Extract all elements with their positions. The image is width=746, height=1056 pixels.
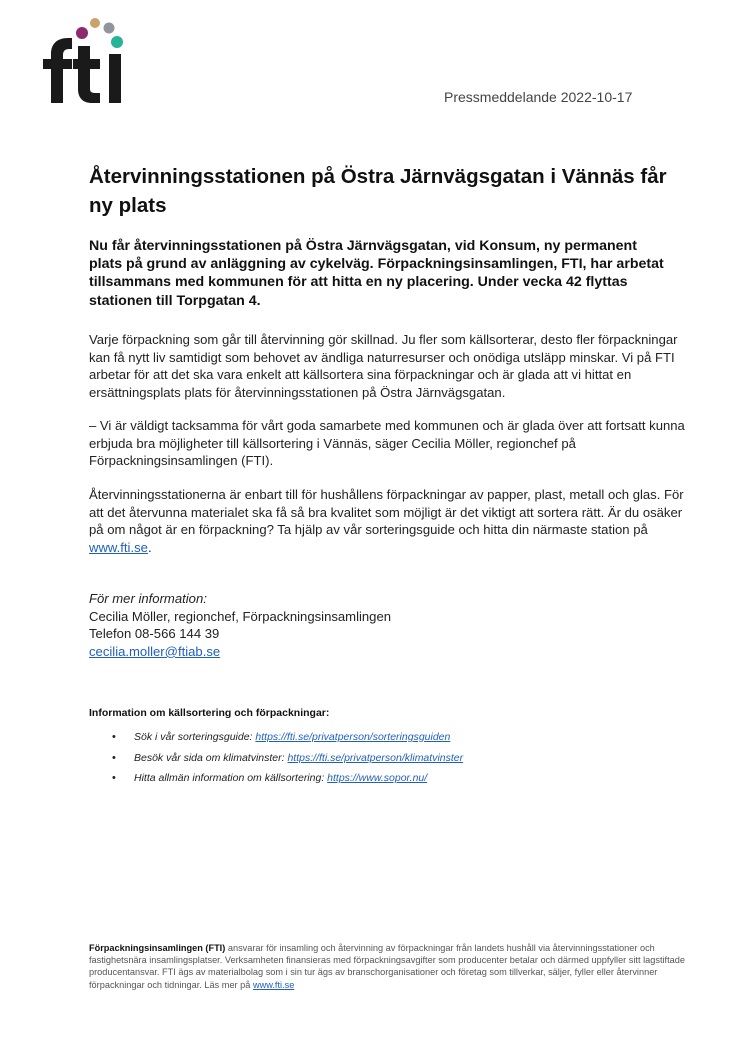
info-heading: Information om källsortering och förpackningar:: [89, 707, 330, 719]
info-list-item: [112, 727, 463, 748]
logo-dots: [76, 18, 123, 48]
info-list-item: [112, 748, 463, 769]
body-paragraph-2: – Vi är väldigt tacksamma för vårt goda samarbete med kommunen och är glada över att fortsatt kunna erbjuda bra möjligheter till källsortering i Vännäs, säger Cecilia Möller, regionchef på Förpackningsinsamlingen (FTI).: [89, 418, 685, 469]
sopor-link[interactable]: https://www.sopor.nu/: [327, 772, 428, 784]
sorteringsguide-link[interactable]: https://fti.se/privatperson/sorteringsguiden: [255, 731, 451, 743]
info-list: [112, 727, 463, 789]
klimatvinster-link[interactable]: https://fti.se/privatperson/klimatvinster: [287, 751, 464, 764]
footer-text: ansvarar för insamling och återvinning av förpackningar från landets hushåll via återvinningsstationer och fastighetsnära insamlingsplatser. Verksamheten finansieras med förpackningsavgifter som producenter betalar och därmed uppfyller sitt lagstiftade producentansvar. FTI ägs av materialbolag som i sin tur ägs av branschorganisationer och företag som tillverkar, säljer, fyller eller återvinner förpackningar och tidningar. Läs mer på: [89, 943, 685, 990]
body-paragraph-3-end: .: [147, 539, 152, 555]
footer-org-name: Förpackningsinsamlingen (FTI): [89, 943, 226, 953]
body-paragraph-3: [89, 486, 689, 556]
fti-logo-graphic: [42, 16, 132, 106]
logo-dot-purple: [76, 27, 88, 39]
contact-name: Cecilia Möller, regionchef, Förpackningsinsamlingen: [89, 608, 392, 624]
logo-dot-grey: [104, 23, 115, 34]
body-paragraph-1: Varje förpackning som går till återvinning gör skillnad. Ju fler som källsorterar, desto fler förpackningar kan få nytt liv samtidigt som behovet av ändliga naturresurser och onödiga utsläpp minskar. Vi på FTI arbetar för att det ska vara enkelt att källsortera sina förpackningar och är glada att vi hittat en ersättningsplats plats för återvinningsstationen på Östra Järnvägsgatan.: [89, 332, 678, 400]
bullet-icon: •: [112, 731, 116, 743]
logo-letters: [43, 38, 121, 103]
logo-dot-teal: [111, 36, 123, 48]
bullet-icon: •: [112, 772, 116, 784]
contact-phone: Telefon 08-566 144 39: [89, 626, 220, 642]
headline: Återvinningsstationen på Östra Järnvägsgatan i Vännäs får ny plats: [89, 165, 667, 217]
lead-paragraph: Nu får återvinningsstationen på Östra Järnvägsgatan, vid Konsum, ny permanent plats på grund av anläggning av cykelväg. Förpackningsinsamlingen, FTI, har arbetat tillsammans med kommunen för att hitta en ny placering. Under vecka 42 flyttas stationen till Torpgatan 4.: [89, 238, 664, 309]
info-item-label: Besök vår sida om klimatvinster:: [134, 751, 288, 764]
fti-logo: [42, 16, 132, 106]
info-item-label: Hitta allmän information om källsortering:: [134, 772, 328, 784]
footer-fti-link[interactable]: www.fti.se: [252, 979, 295, 990]
body-paragraph-3-text: Återvinningsstationerna är enbart till för hushållens förpackningar av papper, plast, metall och glas. För att det återvunna materialet ska få så bra kvalitet som möjligt är det viktigt att sortera rätt. Är du osäker på om något är en förpackning? Ta hjälp av vår sorteringsguide och hitta din närmaste station på: [89, 487, 684, 538]
info-item-label: Sök i vår sorteringsguide:: [134, 731, 256, 743]
bullet-icon: •: [112, 751, 116, 764]
contact-email-link[interactable]: cecilia.moller@ftiab.se: [89, 643, 221, 659]
logo-dot-gold: [90, 18, 100, 28]
fti-website-link[interactable]: www.fti.se: [89, 539, 148, 555]
footer-boilerplate: [89, 942, 689, 991]
contact-block: [89, 590, 391, 660]
contact-intro: För mer information:: [89, 591, 207, 606]
info-list-item: [112, 768, 463, 789]
press-release-date: Pressmeddelande 2022-10-17: [444, 89, 633, 105]
